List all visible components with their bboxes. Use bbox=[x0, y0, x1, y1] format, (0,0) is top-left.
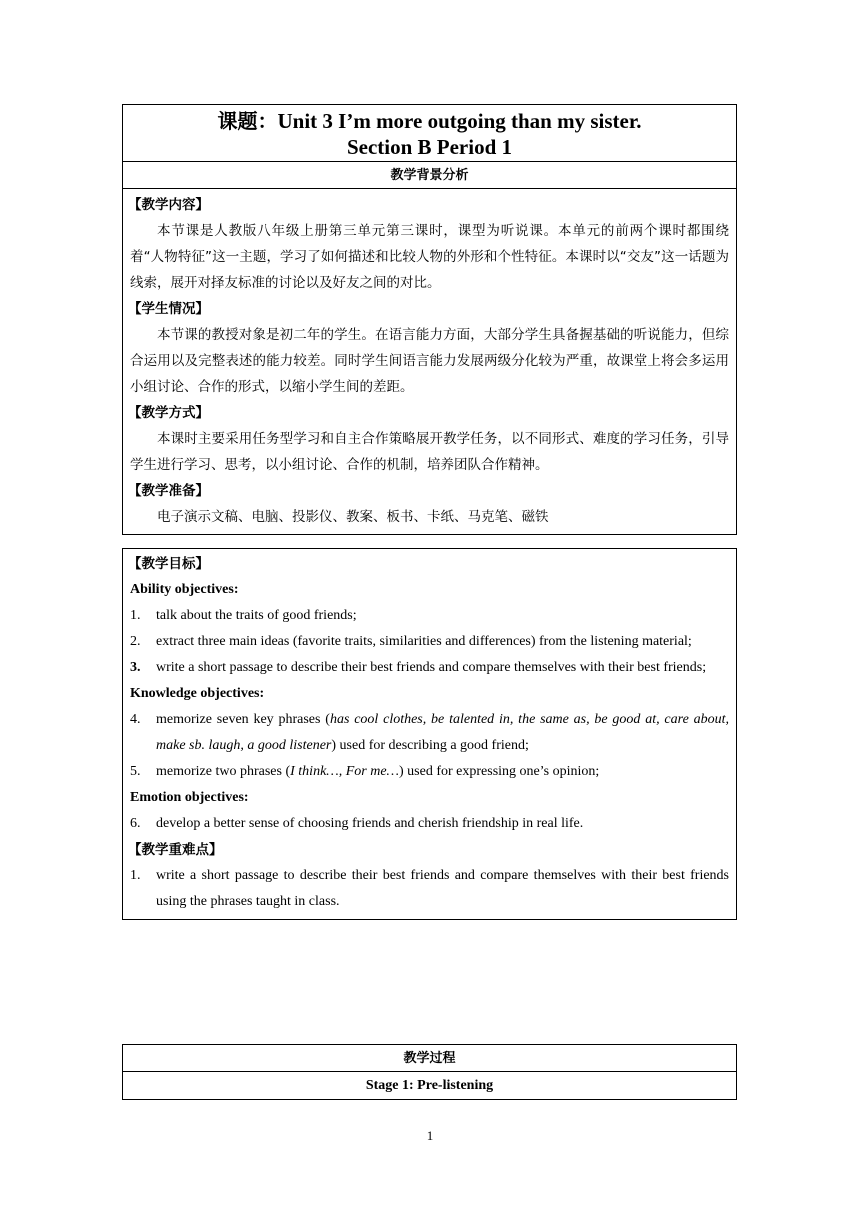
background-header: 教学背景分析 bbox=[123, 162, 736, 189]
key-points-heading: 【教学重难点】 bbox=[128, 842, 223, 858]
k5-post: ) used for expressing one’s opinion; bbox=[399, 764, 600, 779]
title-line-1: Unit 3 I’m more outgoing than my sister. bbox=[277, 109, 642, 133]
background-body bbox=[123, 189, 736, 534]
content-text: 本节课是人教版八年级上册第三单元第三课时，课型为听说课。本单元的前两个课时都围绕着“人物特征”这一主题，学习了如何描述和比较人物的外形和个性特征。本课时以“交友”这一话题为线索，展开对择友标准的讨论以及好友之间的对比。 bbox=[130, 223, 729, 291]
prep-heading: 【教学准备】 bbox=[128, 483, 209, 499]
list-item bbox=[130, 863, 729, 915]
ability-heading: Ability objectives: bbox=[130, 582, 239, 597]
title-line-2: Section B Period 1 bbox=[346, 135, 513, 159]
students-heading: 【学生情况】 bbox=[128, 301, 209, 317]
list-item bbox=[130, 759, 729, 785]
process-table bbox=[122, 1044, 737, 1100]
process-header: 教学过程 bbox=[123, 1045, 736, 1072]
item-number: 2. bbox=[130, 634, 141, 649]
prep-text: 电子演示文稿、电脑、投影仪、教案、板书、卡纸、马克笔、磁铁 bbox=[157, 509, 549, 525]
objectives-body bbox=[123, 549, 736, 919]
k5-phrases: I think…, For me… bbox=[290, 764, 400, 779]
stage-header: Stage 1: Pre-listening bbox=[365, 1078, 494, 1093]
knowledge-heading: Knowledge objectives: bbox=[130, 686, 265, 701]
list-item bbox=[130, 603, 729, 629]
list-item bbox=[130, 655, 729, 681]
goals-heading: 【教学目标】 bbox=[128, 556, 209, 572]
list-item bbox=[130, 629, 729, 655]
item-text bbox=[156, 759, 729, 785]
lesson-background-table bbox=[122, 104, 737, 535]
item-number: 6. bbox=[130, 816, 141, 831]
item-text: extract three main ideas (favorite traits, similarities and differences) from the listening material; bbox=[156, 634, 692, 649]
item-text: talk about the traits of good friends; bbox=[156, 608, 357, 623]
item-text: write a short passage to describe their best friends and compare themselves with their best friends; bbox=[156, 660, 707, 675]
title-prefix: 课题： bbox=[217, 109, 278, 133]
list-item bbox=[130, 811, 729, 837]
k4-post: ) used for describing a good friend; bbox=[331, 738, 529, 753]
item-number: 1. bbox=[130, 608, 141, 623]
method-heading: 【教学方式】 bbox=[128, 405, 209, 421]
item-text: develop a better sense of choosing friends and cherish friendship in real life. bbox=[156, 816, 584, 831]
method-text: 本课时主要采用任务型学习和自主合作策略展开教学任务，以不同形式、难度的学习任务，引导学生进行学习、思考，以小组讨论、合作的机制，培养团队合作精神。 bbox=[130, 431, 729, 473]
page-number: 1 bbox=[426, 1128, 434, 1143]
item-text bbox=[156, 707, 729, 759]
k4-pre: memorize seven key phrases ( bbox=[156, 712, 330, 727]
k5-pre: memorize two phrases ( bbox=[156, 764, 291, 779]
item-number: 5. bbox=[130, 764, 141, 779]
k4-phrases: has cool clothes, be talented in, the same as, be good at, care about, make sb. laugh, a good listener bbox=[156, 712, 729, 753]
item-number: 1. bbox=[130, 868, 141, 883]
emotion-heading: Emotion objectives: bbox=[130, 790, 249, 805]
list-item bbox=[130, 707, 729, 759]
item-number: 3. bbox=[130, 660, 141, 675]
students-text: 本节课的教授对象是初二年的学生。在语言能力方面，大部分学生具备握基础的听说能力，但综合运用以及完整表述的能力较差。同时学生间语言能力发展两级分化较为严重，故课堂上将会多运用小组讨论、合作的形式，以缩小学生间的差距。 bbox=[130, 327, 729, 395]
lesson-title bbox=[123, 105, 736, 162]
item-text: write a short passage to describe their best friends and compare themselves with their best friends using the phrases taught in class. bbox=[156, 868, 729, 909]
item-number: 4. bbox=[130, 712, 141, 727]
content-heading: 【教学内容】 bbox=[128, 197, 209, 213]
objectives-table bbox=[122, 548, 737, 920]
